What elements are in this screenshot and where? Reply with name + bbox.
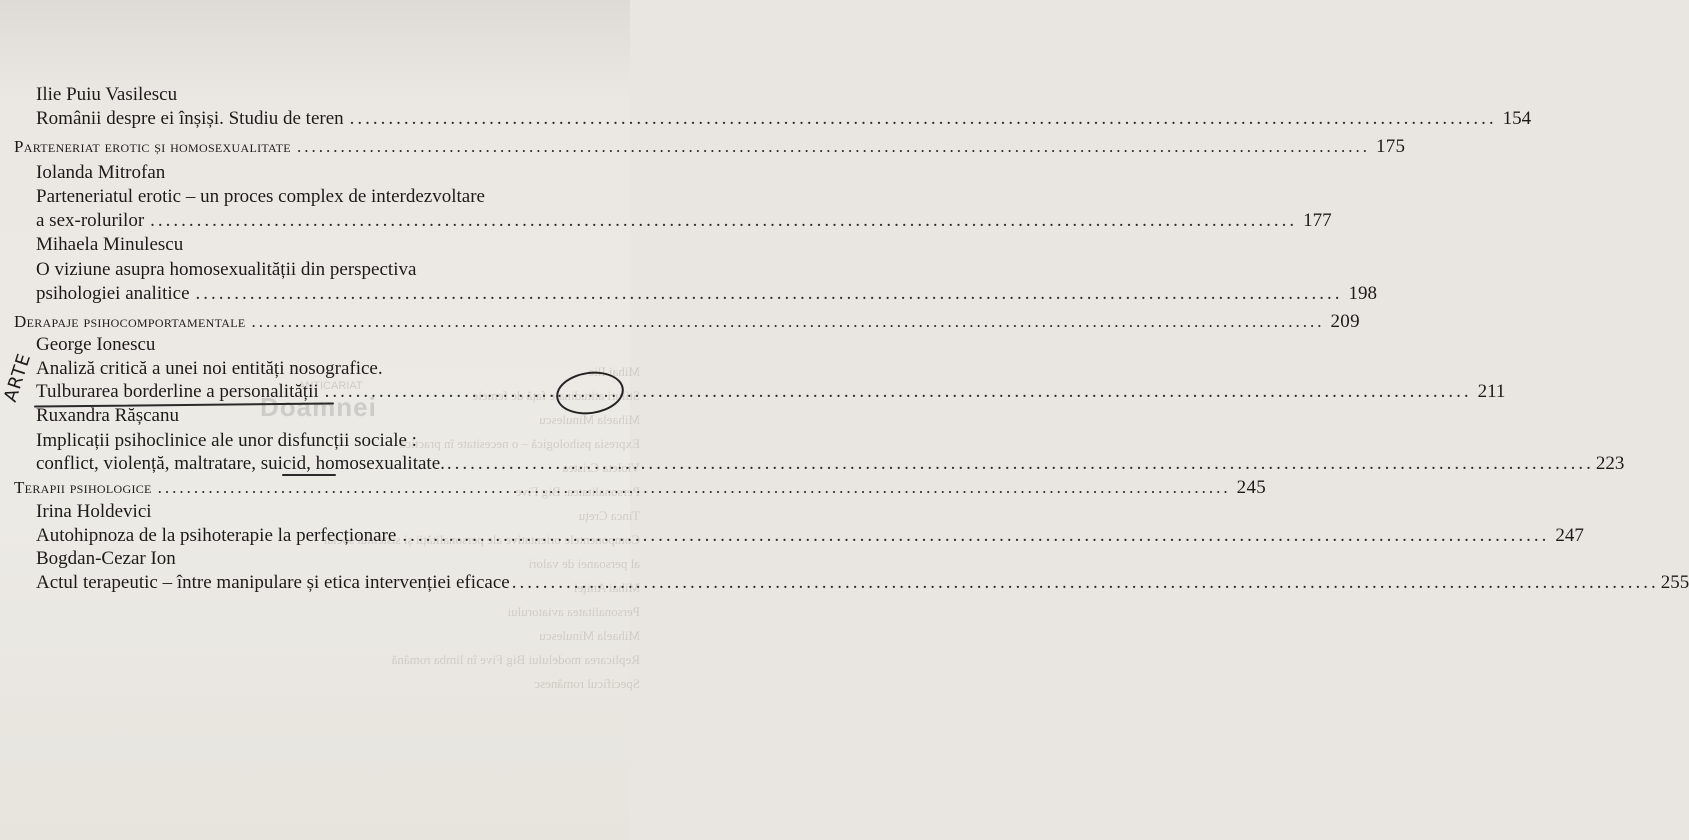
leader-dots xyxy=(252,312,1325,332)
toc-page-number: 247 xyxy=(1555,525,1584,546)
ghost-line: Violeta Cristea xyxy=(562,460,640,475)
toc-section-title: Parteneriat erotic și homosexualitate xyxy=(14,137,291,156)
toc-entry-line[interactable] xyxy=(36,210,1332,232)
ghost-line: Mihai Ilie xyxy=(588,364,640,379)
ghost-line: Mihai Aniţei xyxy=(573,580,640,595)
toc-section-line[interactable] xyxy=(14,136,1406,158)
toc-author: Ilie Puiu Vasilescu xyxy=(36,84,178,105)
ghost-line: Tinca Creţu xyxy=(578,508,640,523)
toc-section-title: Derapaje psihocomportamentale xyxy=(14,312,246,331)
leader-dots xyxy=(402,525,1549,547)
toc-entry-line[interactable] xyxy=(36,283,1378,305)
toc-section-title: Terapii psihologice xyxy=(14,478,152,497)
ghost-line: Personalitatea. Big Five xyxy=(515,484,640,499)
ghost-line: Componentele orientative ale personalității și sistemul social xyxy=(323,532,640,547)
toc-author: Irina Holdevici xyxy=(36,501,152,522)
toc-author: Iolanda Mitrofan xyxy=(36,162,166,183)
leader-dots xyxy=(447,453,1594,475)
watermark-caption: ANTICARIAT xyxy=(298,380,363,392)
toc-author: Bogdan-Cezar Ion xyxy=(36,548,176,569)
leader-dots xyxy=(196,283,1343,305)
toc-page-number: 198 xyxy=(1348,283,1378,304)
toc-title: Tulburarea borderline a personalității xyxy=(36,381,319,402)
leader-dots xyxy=(350,108,1497,130)
toc-title: Românii despre ei înșiși. Studiu de teren xyxy=(36,108,344,129)
toc-section-line[interactable] xyxy=(14,477,1267,499)
ghost-line: Mihaela Minulescu xyxy=(539,412,640,427)
handwritten-margin-note: ARTE xyxy=(0,350,36,405)
toc-page-number: 223 xyxy=(1595,453,1625,474)
toc-title: Actul terapeutic – între manipulare și etica intervenției eficace xyxy=(36,572,510,593)
toc-author: George Ionescu xyxy=(36,334,156,355)
toc-title: O viziune asupra homosexualității din perspectiva xyxy=(36,259,417,280)
ghost-line: al persoanei de valori xyxy=(528,556,640,571)
leader-dots xyxy=(158,478,1231,498)
toc-entry-line[interactable] xyxy=(36,108,1532,130)
toc-page-number: 154 xyxy=(1502,108,1532,129)
watermark-logo: Doamnei xyxy=(260,392,377,422)
leader-dots xyxy=(512,572,1659,594)
ghost-line: Specificul românesc xyxy=(534,676,640,691)
pen-underline xyxy=(282,474,336,476)
toc-title: Analiză critică a unei noi entități nosografice. xyxy=(36,358,383,379)
leader-dots xyxy=(325,381,1472,403)
toc-entry-line[interactable] xyxy=(36,572,1689,594)
toc-entry-line[interactable] xyxy=(36,453,1625,475)
ghost-line: Stiluri atitudinale față de femeie xyxy=(472,388,640,403)
toc-title: psihologiei analitice xyxy=(36,283,190,304)
toc-page-number: 177 xyxy=(1303,210,1332,231)
ghost-line: Mihaela Minulescu xyxy=(539,628,640,643)
ghost-line: Personalitatea aviatorului xyxy=(507,604,640,619)
toc-author: Ruxandra Rășcanu xyxy=(36,405,179,426)
ghost-line: Replicarea modelului Big Five în limba română xyxy=(391,652,640,667)
toc-entry-line[interactable] xyxy=(36,525,1584,547)
toc-page-number: 175 xyxy=(1375,136,1406,157)
ghost-line: Expresia psihologică – o necesitate în practică xyxy=(399,436,640,451)
toc-title: Autohipnoza de la psihoterapie la perfecționare xyxy=(36,525,397,546)
toc-page-number: 211 xyxy=(1477,381,1506,402)
toc-page-number: 255 xyxy=(1660,572,1689,593)
toc-title: Parteneriatul erotic – un proces complex de interdezvoltare xyxy=(36,186,485,207)
toc-title: conflict, violență, maltratare, suicid, homosexualitate. xyxy=(36,453,445,474)
toc-page-number: 245 xyxy=(1236,477,1267,498)
toc-title: a sex-rolurilor xyxy=(36,210,145,231)
toc-author: Mihaela Minulescu xyxy=(36,234,184,255)
leader-dots xyxy=(297,137,1370,157)
toc-page-number: 209 xyxy=(1330,311,1360,332)
toc-section-line[interactable] xyxy=(14,311,1360,333)
leader-dots xyxy=(150,210,1297,232)
toc-entry-line[interactable] xyxy=(36,381,1506,403)
toc-title: Implicații psihoclinice ale unor disfuncții sociale : xyxy=(36,430,417,451)
